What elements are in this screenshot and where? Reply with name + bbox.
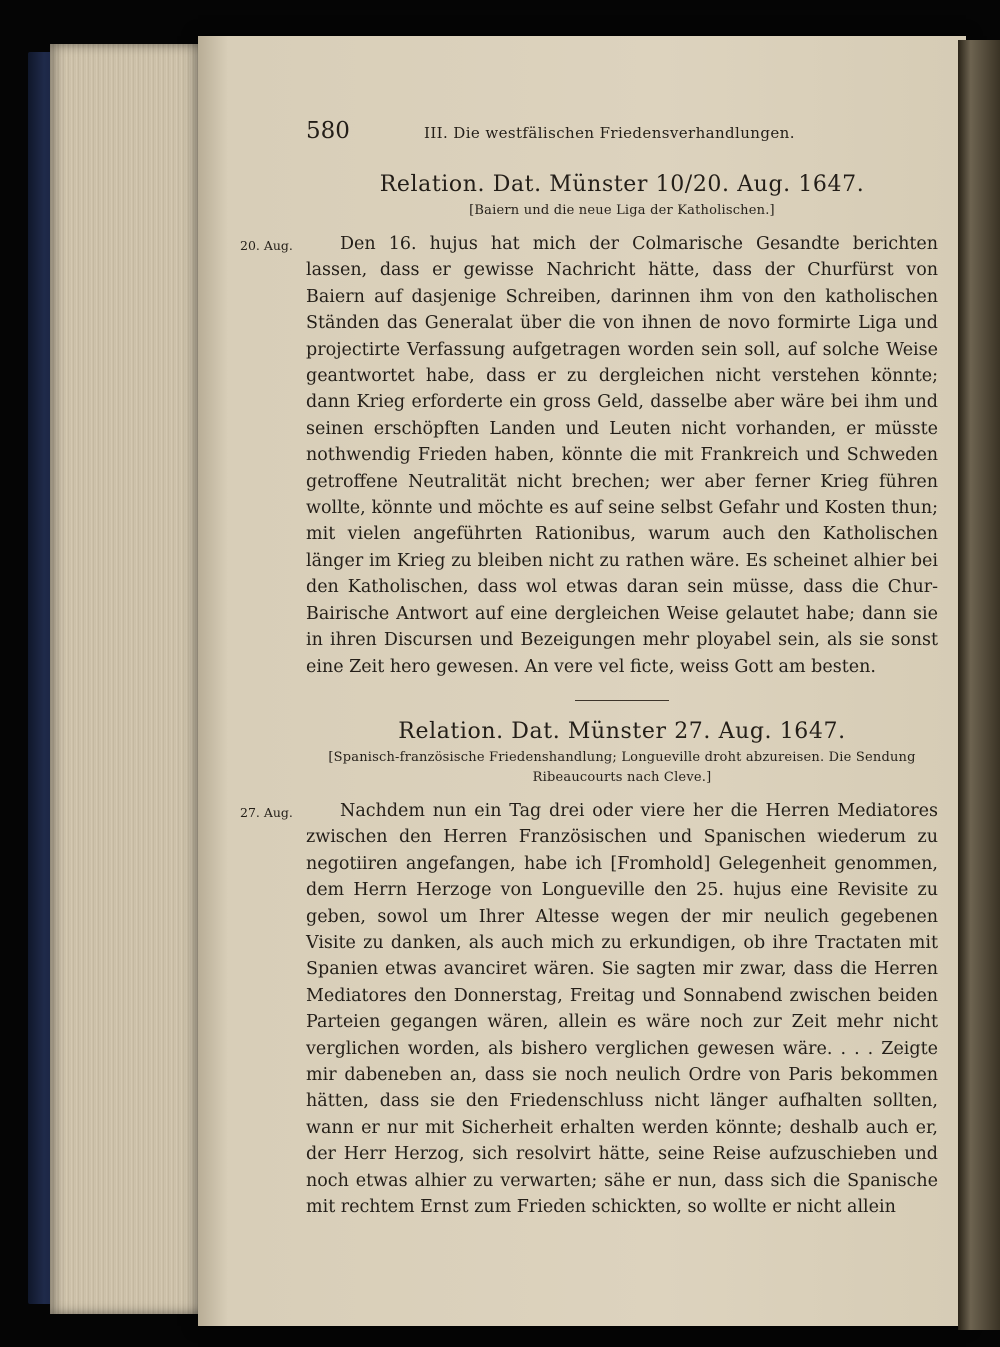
section-subtitle: [Spanisch-französische Friedenshandlung; Longueville droht abzureisen. Die Sendung Ribeaucourts nach Cleve.] <box>328 749 916 785</box>
margin-date-note: 27. Aug. <box>240 804 293 820</box>
page-edges <box>50 44 215 1314</box>
page-content <box>240 118 938 1220</box>
body-paragraph <box>240 231 938 680</box>
section-subtitle: [Baiern und die neue Liga der Katholischen.] <box>469 203 775 218</box>
body-paragraph <box>240 798 938 1221</box>
running-head-title: III. Die westfälischen Friedensverhandlungen. <box>424 124 795 142</box>
paragraph-text: Nachdem nun ein Tag drei oder viere her die Herren Mediatores zwischen den Herren Französischen und Spanischen wiederum zu negotiiren angefangen, habe ich [Fromhold] Gelegenheit genommen, dem Herrn Herzoge von Longueville den 25. hujus eine Revisite zu geben, sowol um Ihrer Altesse wegen der mir neulich gegebenen Visite zu danken, als auch mich zu erkundigen, ob ihre Tractaten mit Spanien etwas avanciret wären. Sie sagten mir zwar, dass die Herren Mediatores den Donnerstag, Freitag und Sonnabend zwischen beiden Parteien gegangen wären, allein es wäre noch zur Zeit mehr nicht verglichen worden, als bishero verglichen gewesen wäre. . . . Zeigte mir dabeneben an, dass sie noch neulich Ordre von Paris bekommen hätten, dass sie den Friedenschluss nicht länger aufhalten sollten, wann er nur mit Sicherheit erhalten werden könnte; deshalb auch er, der Herr Herzog, sich resolvirt hätte, seine Reise aufzuschieben und noch etwas alhier zu verwarten; sähe er nun, dass sich die Spanische mit rechtem Ernst zum Frieden schickten, so wollte er nicht allein <box>306 800 938 1217</box>
facing-page-edge <box>958 40 1000 1330</box>
section-title: Relation. Dat. Münster 27. Aug. 1647. <box>398 718 846 744</box>
running-head <box>306 118 938 158</box>
section-title: Relation. Dat. Münster 10/20. Aug. 1647. <box>379 172 865 197</box>
page-number: 580 <box>306 118 350 144</box>
section-divider <box>575 700 669 701</box>
paragraph-text: Den 16. hujus hat mich der Colmarische Gesandte berichten lassen, dass er gewisse Nachricht hätte, dass der Churfürst von Baiern auf dasjenige Schreiben, darinnen ihm von den katholischen Ständen das Generalat über die von ihnen de novo formirte Liga und projectirte Verfassung aufgetragen worden sein soll, auf solche Weise geantwortet habe, dass er zu dergleichen nicht verstehen könnte; dann Krieg erforderte ein gross Geld, dasselbe aber wäre bei ihm und seinen erschöpften Landen und Leuten nicht vorhanden, er müsste nothwendig Frieden haben, könnte die mit Frankreich und Schweden getroffene Neutralität nicht brechen; wer aber ferner Krieg führen wollte, könnte und möchte es auf seine selbst Gefahr und Kosten thun; mit vielen angeführten Rationibus, warum auch den Katholischen länger im Krieg zu bleiben nicht zu rathen wäre. Es scheinet alhier bei den Katholischen, dass wol etwas daran sein müsse, dass die Chur-Bairische Antwort auf eine dergleichen Weise gelautet habe; dann sie in ihren Discursen und Bezeigungen mehr ployabel sein, als sie sonst eine Zeit hero gewesen. An vere vel ficte, weiss Gott am besten. <box>306 234 938 677</box>
margin-date-note: 20. Aug. <box>240 238 293 253</box>
